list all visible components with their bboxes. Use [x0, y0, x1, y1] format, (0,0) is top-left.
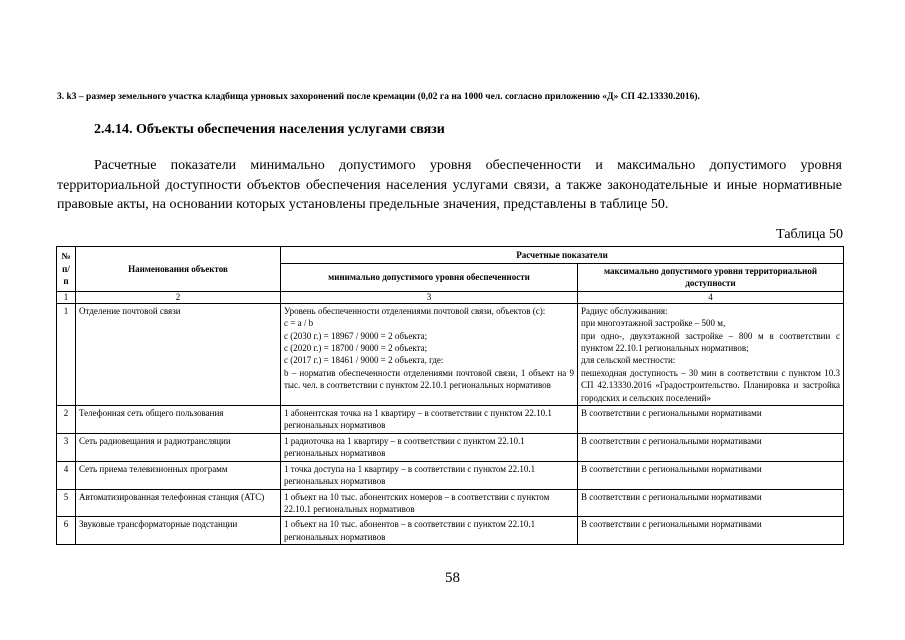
row-min-value: 1 радиоточка на 1 квартиру – в соответствии с пунктом 22.10.1 региональных нормативов [281, 433, 578, 461]
row-min-value: 1 объект на 10 тыс. абонентских номеров – в соответствии с пунктом 22.10.1 региональных нормативов [281, 489, 578, 517]
row-number: 4 [57, 461, 76, 489]
row-number: 6 [57, 517, 76, 545]
row-min-value: 1 объект на 10 тыс. абонентов – в соответствии с пунктом 22.10.1 региональных нормативов [281, 517, 578, 545]
table-label: Таблица 50 [776, 227, 843, 242]
row-max-value: Радиус обслуживания: при многоэтажной застройке – 500 м, при одно-, двухэтажной застройке – 800 м в соответствии с пунктом 22.10.1 региональных нормативов; для сельской местности: пешеходная доступность – 30 мин в соответствии с пунктом 10.3 СП 42.13330.2016 «Градостроительство. Планировка и застройка городских и сельских поселений» [578, 303, 844, 405]
intro-paragraph: Расчетные показатели минимально допустимого уровня обеспеченности и максимально допустимого уровня территориальной доступности объектов обеспечения населения услугами связи, а также законодательные и иные нормативные правовые акты, на основании которых установлены предельные значения, представлены в таблице 50. [57, 158, 842, 212]
header-number: № п/п [57, 247, 76, 292]
row-min-value: 1 точка доступа на 1 квартиру – в соответствии с пунктом 22.10.1 региональных нормативов [281, 461, 578, 489]
section-heading: 2.4.14. Объекты обеспечения населения услугами связи [94, 122, 445, 137]
header-min-level: минимально допустимого уровня обеспеченности [281, 264, 578, 292]
col-number-1: 1 [57, 291, 76, 303]
row-max-value: В соответствии с региональными нормативами [578, 433, 844, 461]
footnote: 3. k3 – размер земельного участка кладбища урновых захоронений после кремации (0,02 га на 1000 чел. согласно приложению «Д» СП 42.13330.2016). [57, 92, 700, 102]
row-number: 2 [57, 406, 76, 434]
row-object-name: Автоматизированная телефонная станция (АТС) [76, 489, 281, 517]
row-min-value: Уровень обеспеченности отделениями почтовой связи, объектов (с): c = a / b c (2030 г.) = 18967 / 9000 = 2 объекта; c (2020 г.) = 18700 / 9000 = 2 объекта; c (2017 г.) = 18461 / 9000 = 2 объекта, где: b – норматив обеспеченности отделениями почтовой связи, 1 объект на 9 тыс. чел. в соответствии с пунктом 22.10.1 региональных нормативов [281, 303, 578, 405]
row-max-value: В соответствии с региональными нормативами [578, 406, 844, 434]
header-indicators-group: Расчетные показатели [281, 247, 844, 264]
page-number: 58 [445, 570, 460, 586]
row-number: 5 [57, 489, 76, 517]
header-object-name: Наименования объектов [76, 247, 281, 292]
row-min-value: 1 абонентская точка на 1 квартиру – в соответствии с пунктом 22.10.1 региональных нормативов [281, 406, 578, 434]
indicators-table [56, 246, 844, 545]
row-object-name: Сеть радиовещания и радиотрансляции [76, 433, 281, 461]
table-row [57, 303, 844, 405]
row-max-value: В соответствии с региональными нормативами [578, 489, 844, 517]
col-number-3: 3 [281, 291, 578, 303]
row-number: 3 [57, 433, 76, 461]
table-row [57, 461, 844, 489]
row-max-value: В соответствии с региональными нормативами [578, 461, 844, 489]
table-row [57, 433, 844, 461]
col-number-2: 2 [76, 291, 281, 303]
row-object-name: Телефонная сеть общего пользования [76, 406, 281, 434]
row-object-name: Звуковые трансформаторные подстанции [76, 517, 281, 545]
row-number: 1 [57, 303, 76, 405]
row-max-value: В соответствии с региональными нормативами [578, 517, 844, 545]
table-row [57, 406, 844, 434]
table-row [57, 517, 844, 545]
col-number-4: 4 [578, 291, 844, 303]
table-row [57, 489, 844, 517]
row-object-name: Сеть приема телевизионных программ [76, 461, 281, 489]
header-max-level: максимально допустимого уровня территориальной доступности [578, 264, 844, 292]
row-object-name: Отделение почтовой связи [76, 303, 281, 405]
